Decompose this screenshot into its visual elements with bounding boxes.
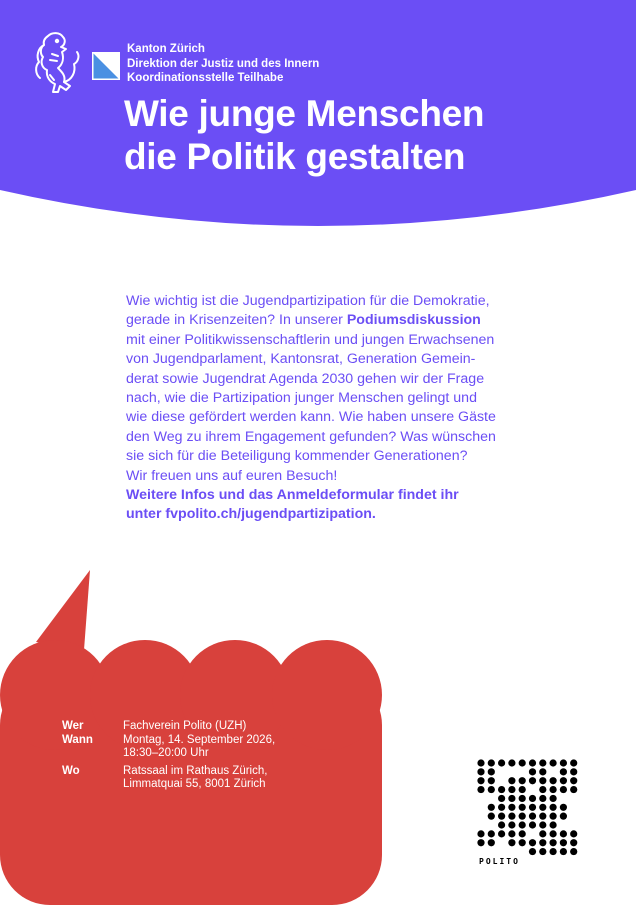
logo-dot — [560, 839, 567, 846]
logo-dot — [477, 768, 484, 775]
podium-highlight: Podiumsdiskussion — [346, 312, 481, 329]
logo-dot — [570, 768, 577, 775]
logo-dot — [488, 813, 495, 820]
when-value-time: 18:30–20:00 Uhr — [123, 747, 209, 760]
logo-dot — [519, 786, 526, 793]
logo-dot — [560, 777, 567, 784]
logo-dot — [529, 839, 536, 846]
who-value: Fachverein Polito (UZH) — [123, 720, 247, 732]
logo-dot — [519, 821, 526, 828]
body-line: wie diese gefördert werden kann. Wie haben unsere Gäste — [126, 409, 496, 426]
logo-dot — [529, 759, 536, 766]
logo-dot — [519, 777, 526, 784]
logo-dot — [570, 830, 577, 837]
zurich-flag-icon — [92, 52, 120, 80]
logo-dot — [560, 768, 567, 775]
logo-dot — [539, 795, 546, 802]
logo-dot — [508, 786, 515, 793]
logo-dot — [477, 830, 484, 837]
logo-dot — [477, 839, 484, 846]
body-line: den Weg zu ihrem Engagement gefunden? Was wünschen — [126, 428, 496, 445]
logo-dot — [539, 786, 546, 793]
logo-dot — [539, 848, 546, 855]
logo-dot — [550, 848, 557, 855]
polito-dot-logo — [476, 758, 586, 868]
logo-dot — [498, 786, 505, 793]
logo-dot — [529, 813, 536, 820]
info-line — [126, 486, 546, 505]
logo-dot — [498, 759, 505, 766]
where-value-address: Limmatquai 55, 8001 Zürich — [123, 778, 266, 791]
logo-dot — [508, 795, 515, 802]
logo-dot — [550, 839, 557, 846]
logo-dot — [560, 848, 567, 855]
logo-dot — [539, 777, 546, 784]
logo-dot — [570, 759, 577, 766]
logo-dot — [508, 777, 515, 784]
logo-dot — [488, 830, 495, 837]
event-details — [62, 720, 275, 792]
title-line-1: Wie junge Menschen — [124, 93, 485, 134]
logo-dot — [498, 830, 505, 837]
logo-dot — [529, 777, 536, 784]
logo-dot — [508, 839, 515, 846]
body-line: von Jugendparlament, Kantonsrat, Generation Gemein- — [126, 351, 476, 368]
logo-dot — [519, 813, 526, 820]
info-link-text: Weitere Infos und das Anmeldeformular findet ihr — [126, 487, 459, 504]
logo-dot — [560, 830, 567, 837]
logo-dot — [539, 821, 546, 828]
body-line: Wir freuen uns auf euren Besuch! — [126, 467, 338, 484]
logo-dot — [508, 821, 515, 828]
event-where — [62, 765, 275, 792]
when-value-date: Montag, 14. September 2026, — [123, 733, 276, 746]
where-label: Wo — [62, 764, 80, 777]
logo-dot — [529, 848, 536, 855]
logo-dot — [539, 804, 546, 811]
logo-dot — [508, 759, 515, 766]
logo-dot — [498, 804, 505, 811]
body-line — [126, 311, 546, 330]
logo-dot — [519, 839, 526, 846]
event-who — [62, 720, 275, 734]
logo-dot — [519, 795, 526, 802]
body-line: Wie wichtig ist die Jugendpartizipation für die Demokratie, — [126, 293, 490, 309]
logo-dot — [529, 804, 536, 811]
where-value-venue: Ratssaal im Rathaus Zürich, — [123, 764, 268, 777]
logo-dot — [550, 786, 557, 793]
logo-dot — [488, 786, 495, 793]
logo-dot — [570, 777, 577, 784]
logo-dot — [488, 777, 495, 784]
lion-emblem-icon — [30, 30, 82, 98]
logo-dot — [529, 821, 536, 828]
logo-dot — [560, 759, 567, 766]
logo-dot — [550, 804, 557, 811]
logo-dot — [477, 786, 484, 793]
org-office: Koordinationsstelle Teilhabe — [127, 72, 284, 84]
logo-dot — [498, 821, 505, 828]
page-title — [124, 92, 484, 178]
logo-dot — [539, 768, 546, 775]
logo-dot — [560, 813, 567, 820]
logo-dot — [550, 830, 557, 837]
event-when — [62, 734, 275, 761]
logo-dot — [529, 795, 536, 802]
org-directorate: Direktion der Justiz und des Innern — [127, 57, 320, 70]
logo-dot — [570, 786, 577, 793]
logo-dot — [550, 813, 557, 820]
logo-dot — [519, 759, 526, 766]
logo-dot — [550, 759, 557, 766]
organization-block — [127, 42, 319, 86]
logo-dot — [488, 804, 495, 811]
logo-dot — [550, 821, 557, 828]
logo-dot — [498, 795, 505, 802]
logo-dot — [488, 839, 495, 846]
logo-dot — [498, 813, 505, 820]
logo-dot — [539, 830, 546, 837]
org-canton: Kanton Zürich — [127, 43, 205, 55]
polito-logo-text: POLITO — [479, 857, 520, 866]
logo-dot — [519, 830, 526, 837]
logo-dot — [529, 768, 536, 775]
logo-dot — [570, 848, 577, 855]
logo-dot — [477, 759, 484, 766]
logo-dot — [539, 759, 546, 766]
body-line: nach, wie die Partizipation junger Menschen gelingt und — [126, 390, 477, 407]
logo-dot — [488, 768, 495, 775]
when-label: Wann — [62, 733, 93, 746]
logo-dot — [539, 839, 546, 846]
info-line[interactable] — [126, 505, 546, 524]
logo-dot — [539, 813, 546, 820]
body-line: sie sich für die Beteiligung kommender Generationen? — [126, 448, 468, 465]
logo-dot — [508, 830, 515, 837]
body-line: mit einer Politikwissenschaftlerin und jungen Erwachsenen — [126, 331, 495, 348]
info-link-url[interactable]: unter fvpolito.ch/jugendpartizipation. — [126, 506, 376, 523]
logo-dot — [560, 786, 567, 793]
logo-dot — [477, 777, 484, 784]
logo-dot — [508, 804, 515, 811]
title-line-2: die Politik gestalten — [124, 136, 466, 177]
logo-dot — [508, 813, 515, 820]
logo-dot — [560, 804, 567, 811]
body-line: derat sowie Jugendrat Agenda 2030 gehen wir der Frage — [126, 370, 485, 387]
body-text-span: gerade in Krisenzeiten? In unserer — [126, 312, 347, 329]
logo-dot — [570, 839, 577, 846]
who-label: Wer — [62, 720, 84, 732]
logo-dot — [550, 795, 557, 802]
logo-dot — [550, 777, 557, 784]
intro-text — [126, 292, 546, 525]
logo-dot — [488, 759, 495, 766]
logo-dot — [519, 804, 526, 811]
